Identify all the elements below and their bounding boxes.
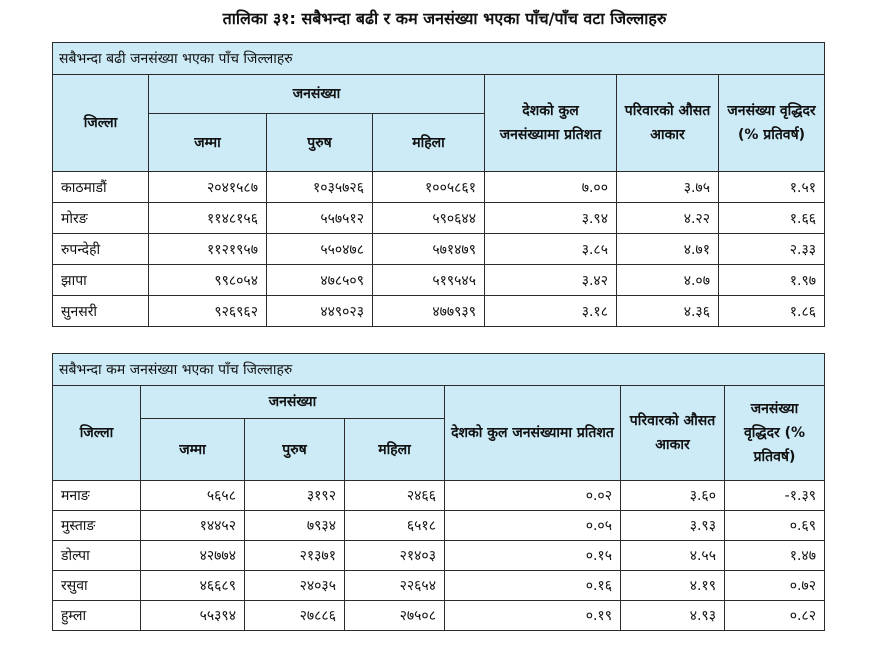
district-cell: मुस्ताङ xyxy=(53,511,141,541)
growth-cell: १.६६ xyxy=(719,203,825,234)
percent-cell: ०.१९ xyxy=(445,601,621,631)
percent-cell: ७.०० xyxy=(485,172,617,203)
percent-cell: ०.१६ xyxy=(445,571,621,601)
growth-cell: २.३३ xyxy=(719,234,825,265)
male-cell: ४४९०२३ xyxy=(267,296,373,327)
district-cell: सुनसरी xyxy=(53,296,149,327)
district-cell: हुम्ला xyxy=(53,601,141,631)
male-cell: २४०३५ xyxy=(245,571,345,601)
total-cell: १४४५२ xyxy=(141,511,245,541)
growth-cell: ०.७२ xyxy=(725,571,825,601)
table-row xyxy=(53,601,825,631)
male-cell: २१३७१ xyxy=(245,541,345,571)
table-row xyxy=(53,265,825,296)
table-row xyxy=(53,481,825,511)
district-cell: मनाङ xyxy=(53,481,141,511)
percent-header: देशको कुल जनसंख्यामा प्रतिशत xyxy=(485,75,617,172)
total-cell: ४६६८९ xyxy=(141,571,245,601)
table-title: तालिका ३१: सबैभन्दा बढी र कम जनसंख्या भएका पाँच/पाँच वटा जिल्लाहरु xyxy=(222,9,667,28)
growth-cell: १.९७ xyxy=(719,265,825,296)
district-cell: मोरङ xyxy=(53,203,149,234)
district-header: जिल्ला xyxy=(53,75,149,172)
female-cell: १००५८६१ xyxy=(373,172,485,203)
female-cell: २७५०८ xyxy=(345,601,445,631)
total-cell: २०४१५८७ xyxy=(149,172,267,203)
total-cell: ११४८१५६ xyxy=(149,203,267,234)
growth-cell: १.५१ xyxy=(719,172,825,203)
growth-rate-header: जनसंख्या वृद्धिदर (% प्रतिवर्ष) xyxy=(725,386,825,481)
growth-cell: ०.८२ xyxy=(725,601,825,631)
least-populous-table xyxy=(52,353,825,631)
growth-cell: -१.३९ xyxy=(725,481,825,511)
total-cell: ९९८०५४ xyxy=(149,265,267,296)
growth-cell: १.८६ xyxy=(719,296,825,327)
household-cell: ४.७१ xyxy=(617,234,719,265)
female-cell: ४७७९३९ xyxy=(373,296,485,327)
percent-cell: ०.०५ xyxy=(445,511,621,541)
total-cell: ९२६९६२ xyxy=(149,296,267,327)
household-cell: ३.७५ xyxy=(617,172,719,203)
household-cell: ४.९३ xyxy=(621,601,725,631)
percent-cell: ०.०२ xyxy=(445,481,621,511)
household-cell: ३.६० xyxy=(621,481,725,511)
male-cell: ४७८५०९ xyxy=(267,265,373,296)
total-header: जम्मा xyxy=(149,114,267,172)
male-cell: ३१९२ xyxy=(245,481,345,511)
percent-cell: ३.९४ xyxy=(485,203,617,234)
female-cell: २२६५४ xyxy=(345,571,445,601)
male-header: पुरुष xyxy=(267,114,373,172)
household-size-header: परिवारको औसत आकार xyxy=(617,75,719,172)
female-cell: ६५१८ xyxy=(345,511,445,541)
household-cell: ४.०७ xyxy=(617,265,719,296)
district-cell: काठमाडौं xyxy=(53,172,149,203)
district-cell: डोल्पा xyxy=(53,541,141,571)
district-cell: रुपन्देही xyxy=(53,234,149,265)
growth-cell: ०.६९ xyxy=(725,511,825,541)
percent-header: देशको कुल जनसंख्यामा प्रतिशत xyxy=(445,386,621,481)
household-cell: ४.५५ xyxy=(621,541,725,571)
most-populous-caption: सबैभन्दा बढी जनसंख्या भएका पाँच जिल्लाहरु xyxy=(53,43,825,75)
population-header: जनसंख्या xyxy=(149,75,485,114)
household-cell: ४.३६ xyxy=(617,296,719,327)
least-populous-caption: सबैभन्दा कम जनसंख्या भएका पाँच जिल्लाहरु xyxy=(53,354,825,386)
total-cell: ११२१९५७ xyxy=(149,234,267,265)
female-cell: ५१९५४५ xyxy=(373,265,485,296)
district-cell: झापा xyxy=(53,265,149,296)
growth-cell: १.४७ xyxy=(725,541,825,571)
female-cell: २१४०३ xyxy=(345,541,445,571)
table-row xyxy=(53,172,825,203)
most-populous-table xyxy=(52,42,825,327)
percent-cell: ०.१५ xyxy=(445,541,621,571)
growth-rate-header: जनसंख्या वृद्धिदर (% प्रतिवर्ष) xyxy=(719,75,825,172)
male-cell: २७८८६ xyxy=(245,601,345,631)
table-row xyxy=(53,541,825,571)
household-cell: ४.१९ xyxy=(621,571,725,601)
district-cell: रसुवा xyxy=(53,571,141,601)
male-cell: ५५०४७८ xyxy=(267,234,373,265)
total-header: जम्मा xyxy=(141,419,245,481)
percent-cell: ३.४२ xyxy=(485,265,617,296)
female-cell: ५९०६४४ xyxy=(373,203,485,234)
total-cell: ५६५८ xyxy=(141,481,245,511)
female-header: महिला xyxy=(345,419,445,481)
table-row xyxy=(53,234,825,265)
female-cell: ५७१४७९ xyxy=(373,234,485,265)
percent-cell: ३.८५ xyxy=(485,234,617,265)
table-row xyxy=(53,296,825,327)
household-cell: ४.२२ xyxy=(617,203,719,234)
male-cell: ५५७५१२ xyxy=(267,203,373,234)
female-cell: २४६६ xyxy=(345,481,445,511)
female-header: महिला xyxy=(373,114,485,172)
male-cell: १०३५७२६ xyxy=(267,172,373,203)
male-cell: ७९३४ xyxy=(245,511,345,541)
percent-cell: ३.१८ xyxy=(485,296,617,327)
table-row xyxy=(53,203,825,234)
male-header: पुरुष xyxy=(245,419,345,481)
table-row xyxy=(53,511,825,541)
table-row xyxy=(53,571,825,601)
household-size-header: परिवारको औसत आकार xyxy=(621,386,725,481)
population-header: जनसंख्या xyxy=(141,386,445,419)
total-cell: ५५३९४ xyxy=(141,601,245,631)
household-cell: ३.९३ xyxy=(621,511,725,541)
total-cell: ४२७७४ xyxy=(141,541,245,571)
district-header: जिल्ला xyxy=(53,386,141,481)
